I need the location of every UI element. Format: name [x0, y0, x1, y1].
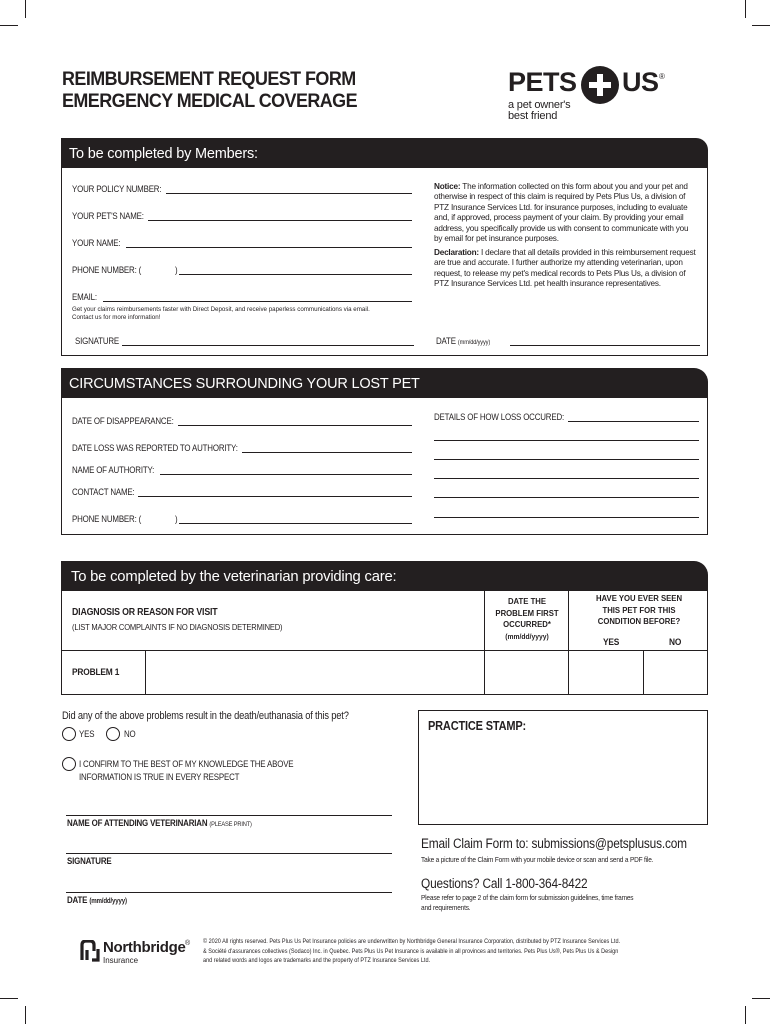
seen-before-header — [579, 593, 700, 628]
loss-details-line[interactable] — [434, 459, 699, 460]
crop-mark — [752, 25, 770, 26]
contact-name-field[interactable] — [138, 496, 412, 497]
member-date-text: DATE — [436, 336, 456, 346]
questions-subtext-2: and requirements. — [421, 903, 471, 912]
authority-name-field[interactable] — [160, 474, 412, 475]
death-question: Did any of the above problems result in the death/euthanasia of this pet? — [62, 710, 349, 722]
form-title — [62, 68, 393, 112]
problem-1-label: PROBLEM 1 — [72, 667, 120, 678]
vet-name-hint: (PLEASE PRINT) — [209, 821, 252, 828]
member-date-format: (mm/dd/yyyy) — [457, 339, 491, 346]
crop-mark — [25, 0, 26, 18]
direct-deposit-note-line-1: Get your claims reimbursements faster with Direct Deposit, and receive paperless communications via email. — [72, 306, 370, 313]
loss-details-field[interactable] — [568, 421, 699, 422]
form-title-line-2: EMERGENCY MEDICAL COVERAGE — [62, 90, 358, 112]
seen-before-line-1: HAVE YOU EVER SEEN — [595, 593, 683, 603]
declaration-label: Declaration: — [434, 248, 479, 257]
northbridge-logo — [80, 938, 200, 968]
questions-subtext-1: Please refer to page 2 of the claim form for submission guidelines, time frames — [421, 893, 634, 902]
email-claim-line: Email Claim Form to: submissions@petsplusus.com — [421, 836, 687, 851]
member-signature-field[interactable] — [122, 345, 414, 346]
member-date-label — [436, 336, 490, 346]
email-label: EMAIL: — [72, 292, 97, 302]
seen-before-yes-label: YES — [603, 637, 620, 648]
death-no-radio[interactable] — [106, 727, 120, 741]
vet-name-field[interactable] — [66, 815, 392, 816]
members-section-header: To be completed by Members: — [61, 138, 708, 168]
your-name-field[interactable] — [126, 247, 412, 248]
crop-mark — [752, 998, 770, 999]
member-date-field[interactable] — [510, 345, 700, 346]
crop-mark — [0, 998, 18, 999]
crop-mark — [745, 0, 746, 18]
confirm-line-1: I CONFIRM TO THE BEST OF MY KNOWLEDGE THE ABOVE — [79, 759, 294, 769]
loss-details-line[interactable] — [434, 440, 699, 441]
seen-before-line-3: CONDITION BEFORE? — [597, 616, 681, 626]
loss-details-line[interactable] — [434, 478, 699, 479]
problem-1-seen-yes-cell[interactable] — [569, 651, 642, 694]
crop-mark — [0, 25, 18, 26]
date-first-line-1: DATE THE — [507, 596, 547, 606]
reported-date-field[interactable] — [242, 452, 412, 453]
questions-line: Questions? Call 1-800-364-8422 — [421, 876, 588, 891]
diagnosis-label: DIAGNOSIS OR REASON FOR VISIT — [72, 607, 218, 618]
vet-section-header: To be completed by the veterinarian providing care: — [61, 561, 708, 591]
logo-pets-text: PETS — [508, 67, 577, 97]
problem-1-seen-no-cell[interactable] — [644, 651, 707, 694]
phone-number-label: PHONE NUMBER: ( — [72, 265, 142, 275]
logo-tagline-2: best friend — [508, 110, 558, 122]
logo-registered: ® — [659, 72, 665, 81]
pets-plus-us-logo — [508, 62, 668, 122]
email-field[interactable] — [103, 301, 412, 302]
notice-text: The information collected on this form about you and your pet and otherwise in respect of this claim is required by Pets Plus Us, a division of PTZ Insurance Services Ltd. for insurance purposes, including to evaluate and, if approved, process payment of your claim. By providing your email address, you specifically provide us with consent to communicate with you by email for pet insurance purposes. — [434, 182, 689, 244]
death-yes-radio[interactable] — [62, 727, 76, 741]
death-yes-label: YES — [79, 729, 95, 739]
northbridge-sub: Insurance — [103, 956, 139, 965]
authority-phone-label: PHONE NUMBER: ( — [72, 514, 142, 524]
logo-tagline-1: a pet owner's — [508, 99, 571, 111]
phone-number-field[interactable] — [179, 274, 412, 275]
footer-legal-line-2: & Société d'assurances collectives (Sodaco) Inc. in Quebec. Pets Plus Us Pet Insurance is available in all provinces and territories. Pets Plus Us®, Pets Plus Us & Design — [203, 948, 619, 955]
disappearance-date-field[interactable] — [178, 425, 412, 426]
northbridge-registered: ® — [185, 940, 191, 947]
seen-before-no-label: NO — [669, 637, 682, 648]
northbridge-n-icon — [80, 940, 100, 962]
authority-phone-close: ) — [175, 514, 178, 524]
declaration-paragraph — [434, 248, 696, 290]
contact-name-label: CONTACT NAME: — [72, 487, 135, 497]
death-no-label: NO — [124, 729, 136, 739]
loss-details-line[interactable] — [434, 517, 699, 518]
problem-1-date-cell[interactable] — [485, 651, 567, 694]
pet-name-field[interactable] — [148, 220, 412, 221]
date-first-format: (mm/dd/yyyy) — [505, 631, 549, 641]
problem-1-diagnosis-cell[interactable] — [146, 651, 483, 694]
crop-mark — [745, 1006, 746, 1024]
circumstances-section-header: CIRCUMSTANCES SURROUNDING YOUR LOST PET — [61, 368, 708, 398]
vet-signature-label: SIGNATURE — [67, 856, 112, 866]
vet-name-label-text: NAME OF ATTENDING VETERINARIAN — [67, 818, 208, 828]
reported-date-label: DATE LOSS WAS REPORTED TO AUTHORITY: — [72, 443, 238, 453]
date-first-occurred-header — [490, 596, 564, 642]
form-title-line-1: REIMBURSEMENT REQUEST FORM — [62, 68, 356, 90]
authority-name-label: NAME OF AUTHORITY: — [72, 465, 155, 475]
footer-legal-line-3: and related words and logos are trademarks and the property of PTZ Insurance Services Ltd. — [203, 958, 431, 965]
loss-details-label: DETAILS OF HOW LOSS OCCURED: — [434, 412, 565, 422]
diagnosis-subtitle: (LIST MAJOR COMPLAINTS IF NO DIAGNOSIS DETERMINED) — [72, 622, 283, 632]
crop-mark — [25, 1006, 26, 1024]
notice-paragraph — [434, 182, 696, 244]
vet-name-label — [67, 818, 252, 828]
footer-legal-line-1: © 2020 All rights reserved. Pets Plus Us Pet Insurance policies are underwritten by Northbridge General Insurance Corporation, distributed by PTZ Insurance Services Ltd. — [203, 939, 621, 945]
policy-number-field[interactable] — [166, 193, 412, 194]
authority-phone-field[interactable] — [179, 523, 412, 524]
logo-us-text: US — [622, 67, 659, 97]
disappearance-date-label: DATE OF DISAPPEARANCE: — [72, 416, 174, 426]
confirm-radio[interactable] — [62, 757, 76, 771]
your-name-label: YOUR NAME: — [72, 238, 121, 248]
footer-legal — [203, 938, 663, 967]
vet-date-format: (mm/dd/yyyy) — [89, 898, 127, 905]
declaration-text: I declare that all details provided in this reimbursement request are true and accurate. I further authorize my attending veterinarian, upon request, to release my pet's medical records to Pets Plus Us, a division of PTZ Insurance Services Ltd. pet health insurance representatives. — [434, 248, 696, 289]
vet-date-field[interactable] — [66, 892, 392, 893]
direct-deposit-note — [72, 306, 412, 322]
date-first-line-2: PROBLEM FIRST — [495, 607, 559, 618]
vet-date-text: DATE — [67, 895, 88, 905]
confirm-line-2: INFORMATION IS TRUE IN EVERY RESPECT — [79, 772, 240, 782]
email-claim-subtext: Take a picture of the Claim Form with your mobile device or scan and send a PDF file. — [421, 855, 654, 864]
practice-stamp-label: PRACTICE STAMP: — [428, 719, 526, 733]
policy-number-label: YOUR POLICY NUMBER: — [72, 184, 162, 194]
pet-name-label: YOUR PET'S NAME: — [72, 211, 144, 221]
plus-icon — [581, 66, 619, 104]
vet-signature-field[interactable] — [66, 853, 392, 854]
vet-date-label — [67, 895, 127, 905]
phone-close-paren: ) — [175, 265, 178, 275]
direct-deposit-note-line-2: Contact us for more information! — [72, 314, 161, 321]
date-first-line-3: OCCURRED* — [503, 619, 551, 629]
member-signature-label: SIGNATURE — [75, 336, 120, 346]
seen-before-line-2: THIS PET FOR THIS — [602, 604, 676, 615]
loss-details-line[interactable] — [434, 497, 699, 498]
northbridge-brand: Northbridge — [103, 939, 186, 956]
notice-label: Notice: — [434, 182, 461, 191]
